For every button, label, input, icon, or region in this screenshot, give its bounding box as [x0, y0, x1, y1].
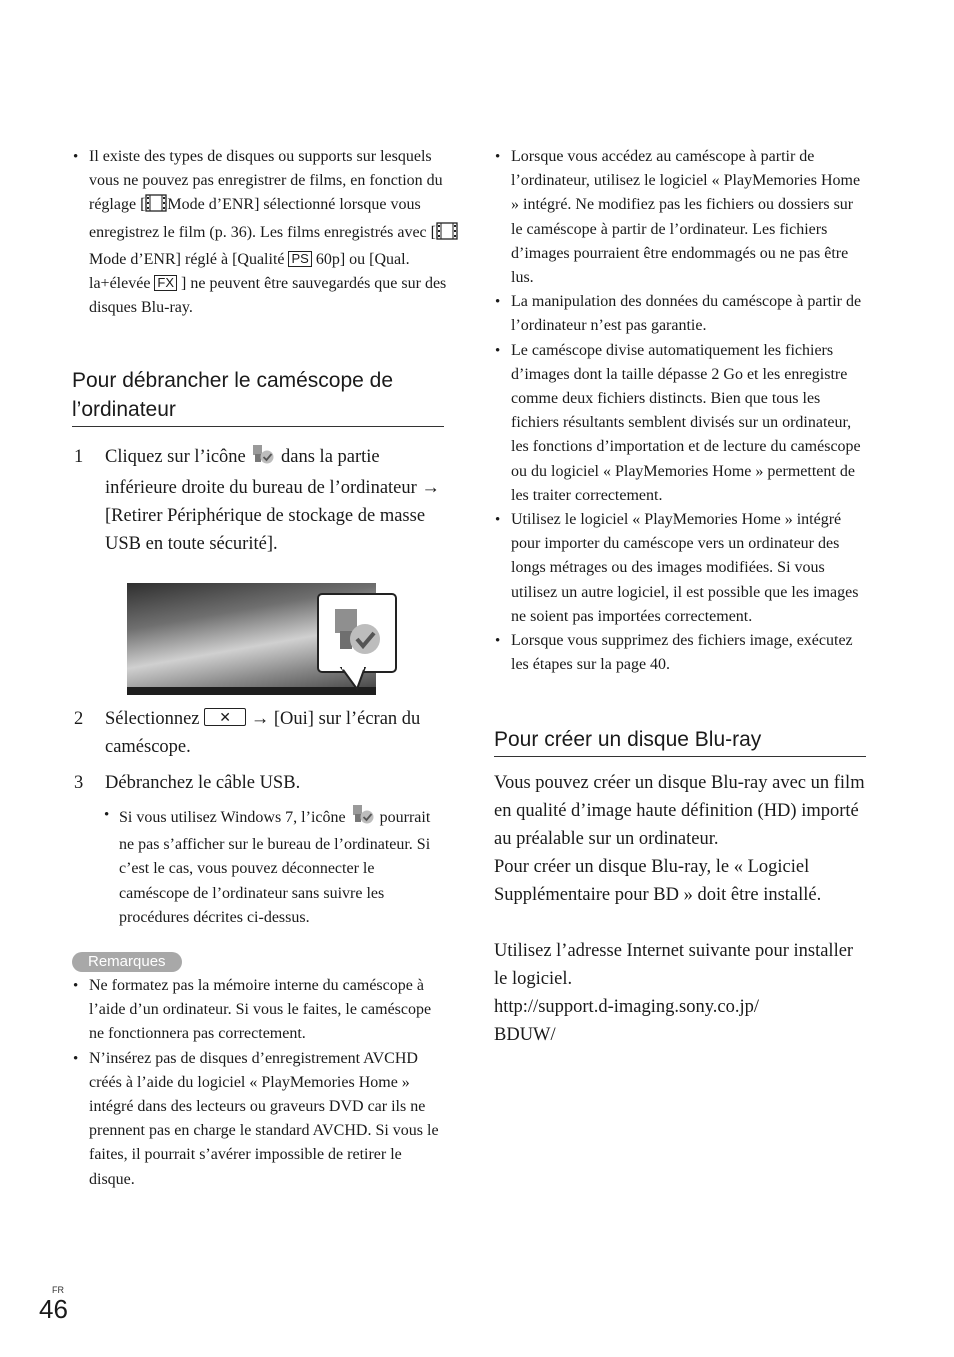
- list-item: • Le caméscope divise automatiquement les fichiers d’images dont la taille dépasse 2 Go et les enregistre comme deux fichiers distincts. Bien que tous les fichiers résultants semblent divisés sur un ordinateur, les fonctions d’importation et de lecture du caméscope ou du logiciel « PlayMemories Home » permettent de les traiter correctement.: [494, 339, 866, 508]
- list-item: • Utilisez le logiciel « PlayMemories Home » intégré pour importer du caméscope vers un ordinateur des longs métrages ou des images modifiées. Si vous utilisez un autre logiciel, il est possible que les images ne soient pas importées correctement.: [494, 508, 866, 629]
- bluray-url: http://support.d-imaging.sony.co.jp/ BDUW/: [494, 997, 759, 1046]
- intro-bullet: • Il existe des types de disques ou supports sur lesquels vous ne pouvez pas enregistrer de films, en fonction du réglage [ Mode d’ENR] sélectionné lorsque vous enregistrez le film (p. 36). Les films enregistrés avec [Mode d’ENR] réglé à [Qualité PS 60p] ou [Qual. la+élevée FX ] ne peuvent être sauvegardés que sur des disques Blu-ray.: [72, 145, 461, 320]
- list-item: • Lorsque vous supprimez des fichiers image, exécutez les étapes sur la page 40.: [494, 629, 866, 677]
- usb-remove-icon: [350, 803, 376, 833]
- fx-quality-icon: FX: [154, 275, 177, 291]
- callout-pointer: [339, 667, 367, 691]
- step-3: 3 Débranchez le câble USB.: [74, 773, 301, 793]
- step-2: 2 Sélectionnez ✕ → [Oui] sur l’écran du caméscope.: [74, 709, 421, 757]
- film-icon: [436, 222, 458, 248]
- step-3-sub-bullets: [104, 803, 444, 930]
- tray-icon-callout: [317, 593, 397, 673]
- left-column-lower: [72, 705, 444, 1192]
- left-column: [72, 145, 447, 558]
- bluray-paragraph: Pour créer un disque Blu-ray, le « Logiciel Supplémentaire pour BD » doit être installé.: [494, 857, 822, 906]
- step-1: 1 Cliquez sur l’icône dans la partie inférieure droite du bureau de l’ordinateur → [Retirer Périphérique de stockage de masse USB en toute sécurité].: [72, 443, 444, 558]
- close-key-icon: ✕: [204, 708, 246, 726]
- film-icon: [145, 194, 167, 220]
- usb-remove-icon: [319, 595, 395, 671]
- language-code: FR: [52, 1285, 64, 1295]
- bluray-paragraph: Vous pouvez créer un disque Blu-ray avec un film en qualité d’image haute définition (HD) importé au préalable sur un ordinateur.: [494, 773, 865, 850]
- arrow-icon: →: [421, 478, 440, 499]
- right-bullets: [494, 145, 866, 677]
- ps-quality-icon: PS: [288, 251, 311, 267]
- notes-badge: Remarques: [72, 952, 182, 972]
- section-title-bluray: Pour créer un disque Blu-ray: [494, 725, 866, 757]
- page-number: 46: [39, 1294, 68, 1324]
- section-title-disconnect: Pour débrancher le caméscope de l’ordinateur: [72, 366, 444, 427]
- list-item: • N’insérez pas de disques d’enregistrement AVCHD créés à l’aide du logiciel « PlayMemories Home » intégré dans des lecteurs ou graveurs DVD car ils ne prennent pas en charge le standard AVCHD. Si vous le faites, il pourrait s’avérer impossible de retirer le disque.: [72, 1047, 444, 1192]
- notes-list: [72, 974, 444, 1192]
- list-item: • Si vous utilisez Windows 7, l’icône pourrait ne pas s’afficher sur le bureau de l’ordinateur. Si c’est le cas, vous pouvez déconnecter le caméscope de l’ordinateur sans suivre les procédures décrites ci-dessus.: [104, 803, 444, 930]
- list-item: • Ne formatez pas la mémoire interne du caméscope à l’aide d’un ordinateur. Si vous le faites, le caméscope ne fonctionnera pas correctement.: [72, 974, 444, 1047]
- list-item: • Lorsque vous accédez au caméscope à partir de l’ordinateur, utilisez le logiciel « PlayMemories Home » intégré. Ne modifiez pas les fichiers ou dossiers sur le caméscope à partir de l’ordinateur. Les fichiers d’images pourraient être endommagés ou ne pas être lus.: [494, 145, 866, 290]
- intro-bullets: [72, 145, 447, 320]
- right-column: [494, 145, 866, 1049]
- list-item: • La manipulation des données du caméscope à partir de l’ordinateur n’est pas garantie.: [494, 290, 866, 338]
- usb-remove-icon: [250, 443, 276, 474]
- arrow-icon: →: [250, 709, 270, 729]
- notes-header: [72, 952, 444, 972]
- bluray-paragraph: Utilisez l’adresse Internet suivante pour installer le logiciel.: [494, 941, 854, 990]
